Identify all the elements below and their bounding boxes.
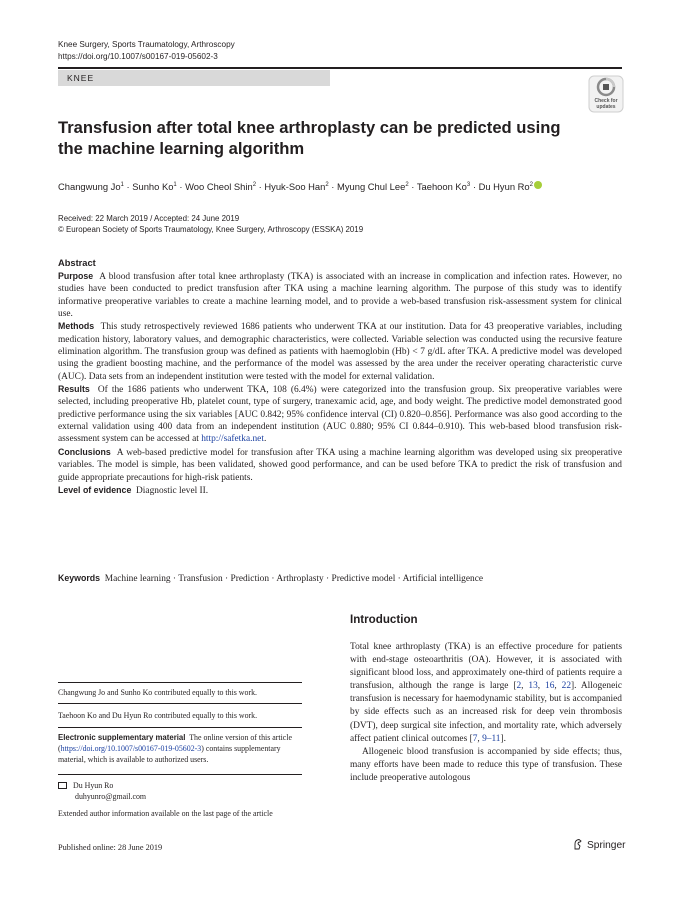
abstract-heading: Abstract bbox=[58, 258, 96, 268]
footnote-rule bbox=[58, 682, 302, 683]
esm-link[interactable]: https://doi.org/10.1007/s00167-019-05602-3 bbox=[60, 744, 202, 753]
ref-link[interactable]: 2 bbox=[516, 681, 522, 692]
abstract-purpose: Purpose A blood transfusion after total knee arthroplasty (TKA) is associated with an increase in complication and infection rates. However, no studies have been conducted to predict transfusion after TKA using a machine learning algorithm. The purpose of this study was to identify informative preoperative variables to create a machine learning model, and to provide a web-based transfusion risk-assessment system for clinical use. bbox=[58, 271, 622, 320]
intro-paragraph: Total knee arthroplasty (TKA) is an effective procedure for patients with end-stage osteoarthritis (OA). However, it is associated with significant blood loss, and approximately one-third of patients require a transfusion, although the range is large [2, 13, 16, 22]. Allogeneic transfusion is necessary for haemodynamic stability, but is accompanied by side effects such as an increased risk for deep vein thrombosis (DVT), deep surgical site infection, and mortality rate, which adversely affect patient clinical outcomes [7, 9–11]. bbox=[350, 642, 623, 744]
doi-text: https://doi.org/10.1007/s00167-019-05602-3 bbox=[58, 52, 218, 61]
ref-link[interactable]: 7 bbox=[472, 733, 478, 744]
received-accepted: Received: 22 March 2019 / Accepted: 24 June 2019 bbox=[58, 214, 240, 223]
corresponding-author: Du Hyun Ro duhyunro@gmail.com bbox=[58, 780, 302, 802]
envelope-icon bbox=[58, 782, 67, 789]
article-dates bbox=[58, 213, 363, 235]
journal-header bbox=[58, 39, 235, 63]
journal-name: Knee Surgery, Sports Traumatology, Arthroscopy bbox=[58, 40, 235, 49]
footnote-esm: Electronic supplementary material The online version of this article (https://doi.org/10.1007/s00167-019-05602-3) contains supplementary material, which is available to authorized users. bbox=[58, 733, 292, 764]
introduction-body bbox=[350, 641, 622, 785]
svg-text:updates: updates bbox=[596, 104, 616, 110]
abstract-methods: Methods This study retrospectively reviewed 1686 patients who underwent TKA at our institution. Data for 43 preoperative variables, including medication history, laboratory values, and demographic characteristics, were collected. Variable selection was conducted using the recursive feature elimination algorithm. The transfusion group was defined as patients with haemoglobin (Hb) < 7 g/dL after TKA. A predictive model was developed using the gradient boosting machine, and the performance of the model was assessed by the area under the receiver operating characteristic curve (AUC). Data sets from an independent institution were tested with the model for external validation. bbox=[58, 321, 622, 382]
results-link[interactable]: http://safetka.net bbox=[201, 434, 264, 445]
author[interactable]: Changwung Jo$^1$ bbox=[58, 181, 124, 193]
author-list: Changwung $Jo^1$ · Sunho $Ko^1$ · Woo Cheol Shin$^2$ · Hyuk-Soo Han$^2$ · Myung Chul Lee$^2$ · Taehoon $Ko^3 \cdot Du$ Hyun Ro$^2$ bbox=[58, 179, 638, 193]
author[interactable]: Myung Chul Lee$^2$ bbox=[337, 181, 409, 193]
copyright: © European Society of Sports Traumatology, Knee Surgery, Arthroscopy (ESSKA) 2019 bbox=[58, 225, 364, 234]
author[interactable]: Sunho Ko$^1$ bbox=[132, 181, 177, 193]
section-band: KNEE bbox=[58, 70, 330, 86]
ref-link[interactable]: 22 bbox=[561, 681, 572, 692]
author[interactable]: Du Hyun Ro$^2$ bbox=[478, 181, 533, 193]
footnote-rule bbox=[58, 774, 302, 775]
ref-link[interactable]: 16 bbox=[545, 681, 555, 692]
author[interactable]: Taehoon Ko$^3$ bbox=[416, 181, 471, 193]
published-online: Published online: 28 June 2019 bbox=[58, 843, 163, 852]
abstract-results: Results Of the 1686 patients who underwent TKA, 108 (6.4%) were categorized into the transfusion group. Six preoperative variables were selected, including preoperative Hb, platelet count, type of surgery, tranexamic acid, age, and body weight. The predictive model demonstrated good predictive performance using the six variables [AUC 0.842; 95% confidence interval (CI) 0.820–0.856]. Performance was also good according to the external validation using 400 data from an independent institution (AUC 0.880; 95% CI 0.844–0.910). This web-based blood transfusion risk-assessment system can be accessed at http://safetka.net. bbox=[58, 384, 622, 445]
intro-paragraph: Allogeneic blood transfusion is accompanied by side effects; thus, many efforts have been made to reduce this type of transfusion. These include preoperative autologous bbox=[350, 746, 622, 783]
abstract-conclusions: Conclusions A web-based predictive model for transfusion after TKA using a machine learning algorithm was developed using six preoperative variables. The model is simple, has been validated, showed good performance, and can be used before TKA to predict the risk of transfusion and guide appropriate precautions for high-risk patients. bbox=[58, 446, 622, 483]
footnote-equal-2: Taehoon Ko and Du Hyun Ro contributed equally to this work. bbox=[58, 711, 258, 720]
svg-text:Check for: Check for bbox=[594, 98, 618, 104]
author[interactable]: Hyuk-Soo Han$^2$ bbox=[264, 181, 329, 193]
header-rule bbox=[58, 67, 622, 69]
ref-link[interactable]: 13 bbox=[528, 681, 538, 692]
ref-link[interactable]: 9–11 bbox=[482, 733, 501, 744]
abstract-body bbox=[58, 270, 622, 497]
footnote-rule bbox=[58, 703, 302, 704]
article-title: Transfusion after total knee arthroplasty can be predicted using the machine learning algorithm bbox=[58, 118, 561, 158]
footnote-equal-1: Changwung Jo and Sunho Ko contributed equally to this work. bbox=[58, 688, 257, 697]
corresponding-email[interactable]: duhyunro@gmail.com bbox=[75, 792, 147, 801]
check-updates-icon bbox=[588, 75, 624, 113]
check-for-updates-badge[interactable] bbox=[588, 75, 624, 113]
footnote-rule bbox=[58, 727, 302, 728]
keywords: Keywords Machine learning · Transfusion · Prediction · Arthroplasty · Predictive model · Artificial intelligence bbox=[58, 573, 484, 584]
springer-horse-icon bbox=[572, 838, 584, 850]
orcid-icon[interactable] bbox=[534, 181, 542, 189]
abstract-level: Level of evidence Diagnostic level II. bbox=[58, 484, 209, 496]
author[interactable]: Woo Cheol Shin$^2$ bbox=[185, 181, 257, 193]
extended-author-info: Extended author information available on the last page of the article bbox=[58, 809, 273, 818]
introduction-heading: Introduction bbox=[350, 613, 418, 626]
publisher-logo: Springer bbox=[572, 838, 626, 851]
